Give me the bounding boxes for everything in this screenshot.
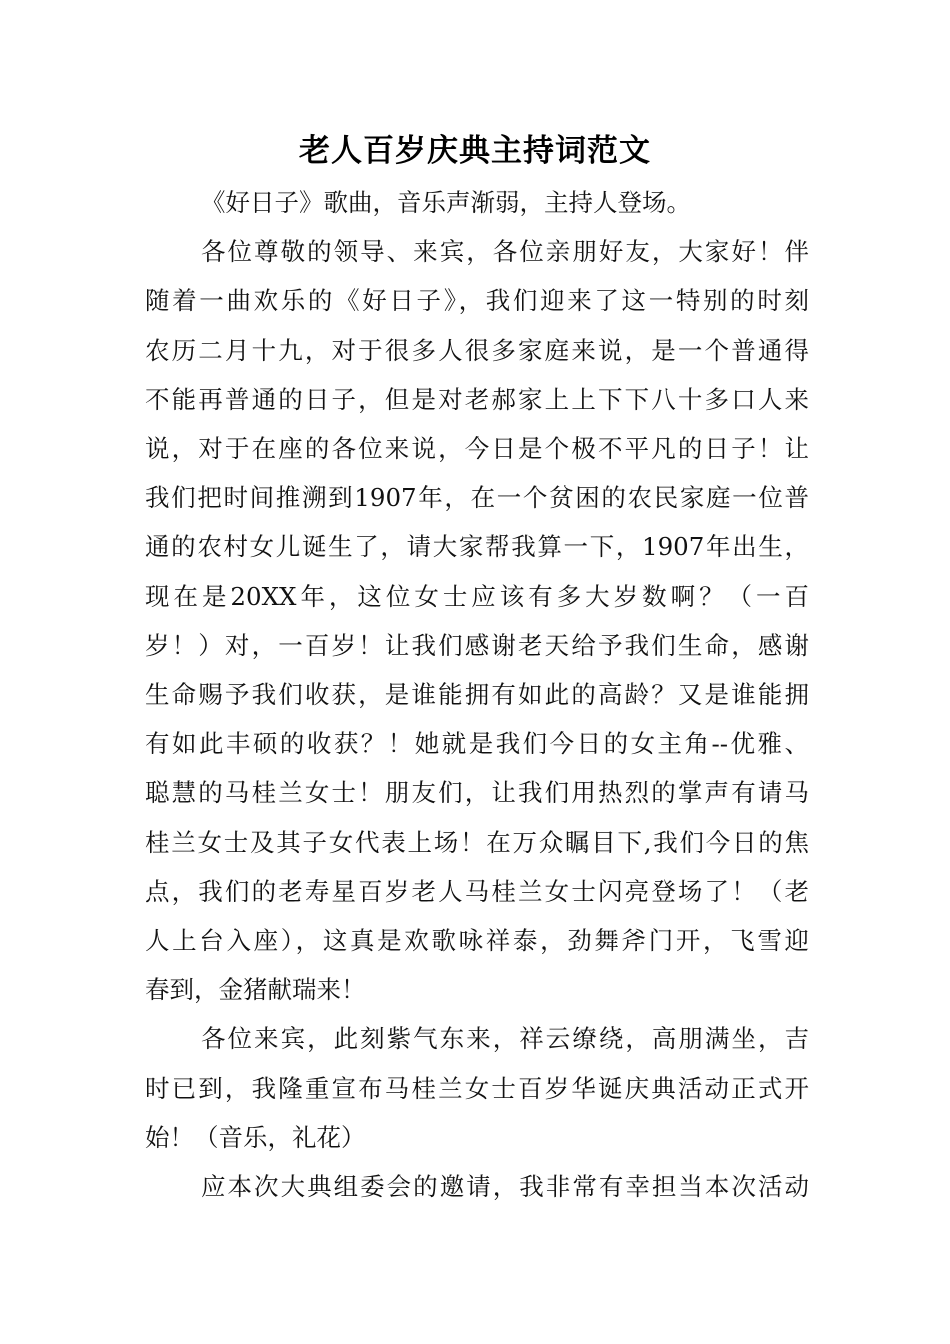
paragraph-1-line-1: 《好日子》歌曲，音乐声渐弱，主持人登场。 [201,188,691,217]
paragraph-2-line-11: 有如此丰硕的收获？！她就是我们今日的女主角--优雅、 [145,729,809,759]
paragraph-2-line-4: 不能再普通的日子，但是对老郝家上上下下八十多口人来 [145,384,809,414]
paragraph-2-line-16: 春到，金猪献瑞来！ [145,975,366,1005]
paragraph-3-line-3: 始！（音乐，礼花） [145,1122,366,1152]
paragraph-2-line-13: 桂兰女士及其子女代表上场！在万众瞩目下,我们今日的焦 [145,827,809,857]
paragraph-2-line-3: 农历二月十九，对于很多人很多家庭来说，是一个普通得 [145,335,809,365]
paragraph-2-line-10: 生命赐予我们收获，是谁能拥有如此的高龄？又是谁能拥 [145,680,809,710]
paragraph-2-line-6: 我们把时间推溯到1907年，在一个贫困的农民家庭一位普 [145,483,809,513]
paragraph-2-line-2: 随着一曲欢乐的《好日子》，我们迎来了这一特别的时刻 [145,286,809,316]
paragraph-2-line-12: 聪慧的马桂兰女士！朋友们，让我们用热烈的掌声有请马 [145,778,809,808]
document-title: 老人百岁庆典主持词范文 [299,133,651,169]
paragraph-3-line-1: 各位来宾，此刻紫气东来，祥云缭绕，高朋满坐，吉 [201,1024,809,1054]
paragraph-2-line-15: 人上台入座），这真是欢歌咏祥泰，劲舞斧门开，飞雪迎 [145,926,809,956]
paragraph-2-line-5: 说，对于在座的各位来说，今日是个极不平凡的日子！让 [145,434,809,464]
paragraph-2-line-7: 通的农村女儿诞生了，请大家帮我算一下，1907年出生， [145,532,809,562]
paragraph-2-line-8: 现在是20XX年，这位女士应该有多大岁数啊？（一百 [145,581,809,611]
paragraph-4-line-1: 应本次大典组委会的邀请，我非常有幸担当本次活动 [201,1172,809,1202]
paragraph-3-line-2: 时已到，我隆重宣布马桂兰女士百岁华诞庆典活动正式开 [145,1073,809,1103]
paragraph-2-line-9: 岁！）对，一百岁！让我们感谢老天给予我们生命，感谢 [145,630,809,660]
document-body [145,178,809,1211]
paragraph-2-line-1: 各位尊敬的领导、来宾，各位亲朋好友，大家好！伴 [201,237,809,267]
paragraph-2-line-14: 点，我们的老寿星百岁老人马桂兰女士闪亮登场了！（老 [145,876,809,906]
